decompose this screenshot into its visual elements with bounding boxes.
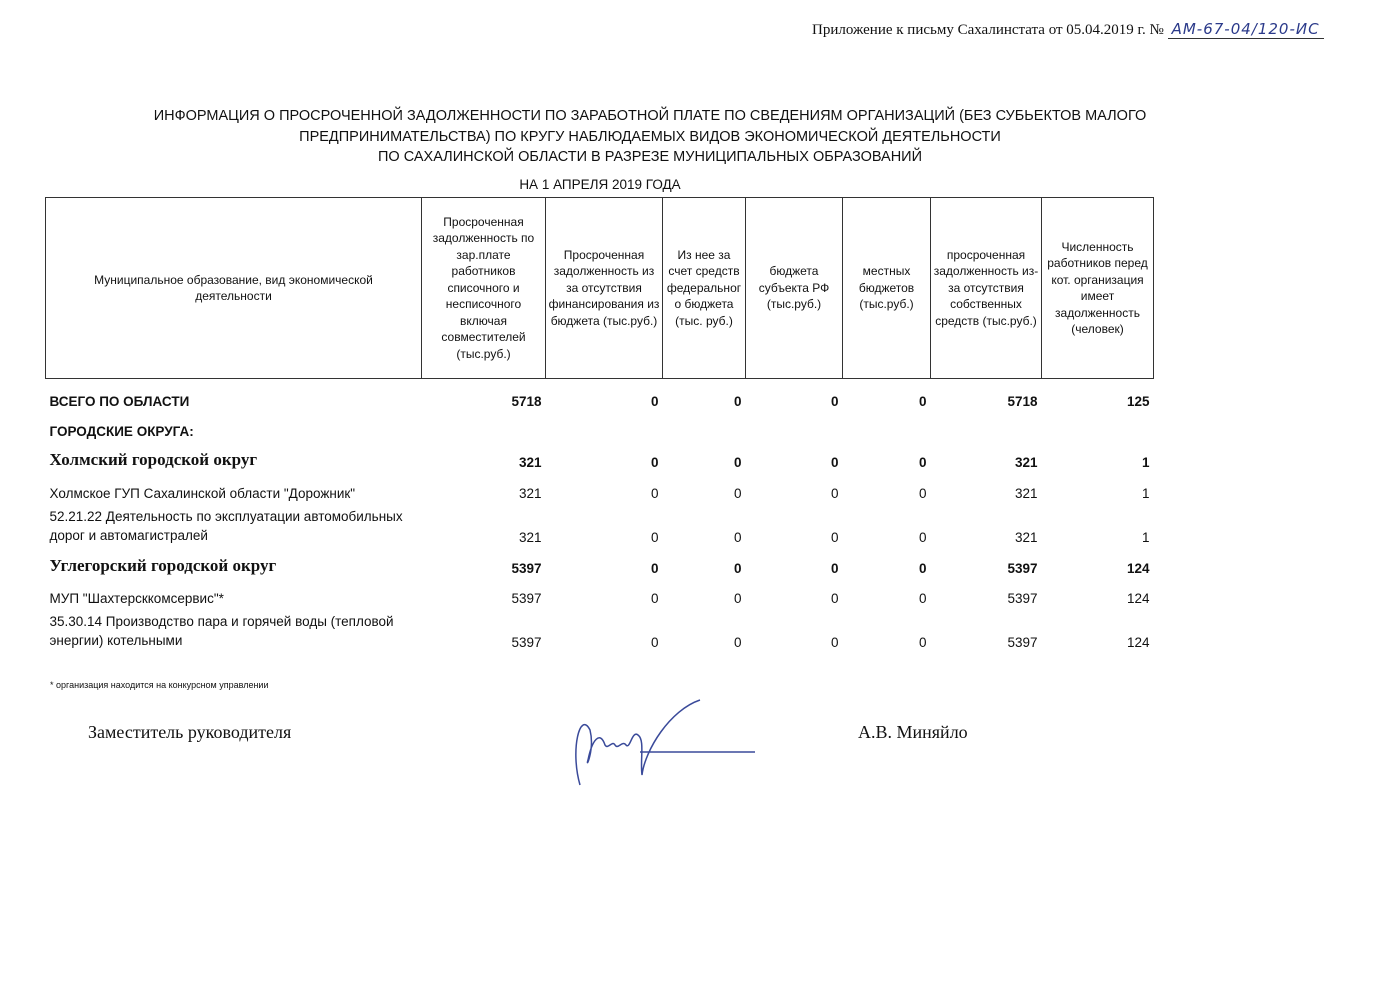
- row-value: 0: [650, 454, 659, 470]
- row-value: 321: [518, 454, 542, 470]
- row-value: 5397: [511, 634, 542, 650]
- row-value: 0: [650, 485, 659, 501]
- row-name: 35.30.14 Производство пара и горячей воды (тепловой энергии) котельными: [49, 613, 394, 648]
- row-value: [663, 409, 746, 439]
- row-value: [1042, 409, 1154, 439]
- row-value: 0: [830, 485, 839, 501]
- annex-line: [812, 20, 1324, 39]
- table-row: [46, 379, 1154, 409]
- header-total-debt: Просроченная задолженность по зар.плате работников списочного и несписочного включая совместителей (тыс.руб.): [422, 198, 546, 379]
- row-value: 0: [733, 454, 742, 470]
- table-row: [46, 606, 1154, 650]
- row-value: 1: [1141, 485, 1150, 501]
- title-line: ПО САХАЛИНСКОЙ ОБЛАСТИ В РАЗРЕЗЕ МУНИЦИПАЛЬНЫХ ОБРАЗОВАНИЙ: [377, 149, 923, 165]
- row-value: 0: [650, 529, 659, 545]
- row-value: 0: [830, 590, 839, 606]
- row-value: 321: [518, 529, 542, 545]
- letter-number: АМ-67-04/120-ИС: [1168, 20, 1324, 39]
- row-value: [843, 409, 931, 439]
- row-value: 0: [650, 393, 659, 409]
- header-own-funds: просроченная задолженность из-за отсутствия собственных средств (тыс.руб.): [931, 198, 1042, 379]
- row-name: МУП "Шахтерсккомсервис"*: [49, 590, 224, 606]
- row-value: 0: [830, 634, 839, 650]
- row-value: 124: [1126, 560, 1150, 576]
- row-value: 5718: [1007, 393, 1038, 409]
- document-title: [40, 106, 1260, 168]
- header-federal: Из нее за счет средств федеральног о бюджета (тыс. руб.): [663, 198, 746, 379]
- row-value: 0: [918, 393, 927, 409]
- footnote: * организация находится на конкурсном управлении: [50, 680, 269, 690]
- row-value: 125: [1126, 393, 1150, 409]
- row-value: 5397: [1007, 634, 1038, 650]
- table-row: [46, 470, 1154, 501]
- row-value: 5397: [1007, 590, 1038, 606]
- row-value: 321: [1014, 485, 1038, 501]
- row-value: 0: [918, 485, 927, 501]
- row-value: 5397: [511, 590, 542, 606]
- row-value: [931, 409, 1042, 439]
- table-row: [46, 545, 1154, 576]
- header-regional: бюджета субъекта РФ (тыс.руб.): [746, 198, 843, 379]
- row-value: 321: [1014, 529, 1038, 545]
- row-value: 5718: [511, 393, 542, 409]
- row-value: 0: [830, 454, 839, 470]
- row-name: 52.21.22 Деятельность по эксплуатации автомобильных дорог и автомагистралей: [49, 508, 403, 543]
- row-value: 5397: [511, 560, 542, 576]
- row-value: 0: [733, 634, 742, 650]
- annex-text: Приложение к письму Сахалинстата от 05.04.2019 г. №: [812, 22, 1164, 38]
- signature-image: [560, 690, 760, 800]
- row-value: 321: [518, 485, 542, 501]
- row-value: 0: [650, 634, 659, 650]
- table-row: [46, 439, 1154, 470]
- row-value: 124: [1126, 634, 1150, 650]
- row-value: 0: [733, 590, 742, 606]
- table-row: [46, 501, 1154, 545]
- signer-position: Заместитель руководителя: [88, 722, 292, 742]
- row-value: 0: [733, 485, 742, 501]
- report-date: НА 1 АПРЕЛЯ 2019 ГОДА: [519, 177, 681, 192]
- row-value: 0: [650, 590, 659, 606]
- row-value: 0: [918, 590, 927, 606]
- row-value: 5397: [1007, 560, 1038, 576]
- row-value: 1: [1141, 454, 1150, 470]
- table-row: [46, 576, 1154, 606]
- signer-name: А.В. Миняйло: [858, 722, 968, 742]
- row-value: 0: [830, 393, 839, 409]
- header-municipality: Муниципальное образование, вид экономической деятельности: [46, 198, 422, 379]
- row-value: 124: [1126, 590, 1150, 606]
- row-name: Холмский городской округ: [49, 449, 258, 469]
- row-value: 0: [650, 560, 659, 576]
- row-name: ВСЕГО ПО ОБЛАСТИ: [49, 393, 190, 409]
- row-value: 0: [830, 529, 839, 545]
- row-value: 0: [733, 529, 742, 545]
- row-name: ГОРОДСКИЕ ОКРУГА:: [49, 423, 194, 439]
- title-line: ИНФОРМАЦИЯ О ПРОСРОЧЕННОЙ ЗАДОЛЖЕННОСТИ ПО ЗАРАБОТНОЙ ПЛАТЕ ПО СВЕДЕНИЯМ ОРГАНИЗАЦИЙ (БЕЗ СУБЬЕКТОВ МАЛОГО: [153, 108, 1147, 124]
- row-value: 0: [918, 634, 927, 650]
- row-value: 0: [733, 560, 742, 576]
- row-value: 0: [918, 560, 927, 576]
- row-name: Углегорский городской округ: [49, 555, 277, 575]
- row-value: [746, 409, 843, 439]
- header-budget-debt: Просроченная задолженность из за отсутствия финансирования из бюджета (тыс.руб.): [546, 198, 663, 379]
- row-value: [422, 409, 546, 439]
- row-value: 0: [830, 560, 839, 576]
- row-name: Холмское ГУП Сахалинской области "Дорожник": [49, 485, 356, 501]
- title-line: ПРЕДПРИНИМАТЕЛЬСТВА) ПО КРУГУ НАБЛЮДАЕМЫХ ВИДОВ ЭКОНОМИЧЕСКОЙ ДЕЯТЕЛЬНОСТИ: [299, 128, 1001, 145]
- header-workers: Численность работников перед кот. организация имеет задолженность (человек): [1042, 198, 1154, 379]
- row-value: 321: [1014, 454, 1038, 470]
- header-local: местных бюджетов (тыс.руб.): [843, 198, 931, 379]
- debt-table: [45, 197, 1154, 650]
- row-value: [546, 409, 663, 439]
- table-row: [46, 409, 1154, 439]
- row-value: 0: [918, 454, 927, 470]
- row-value: 0: [918, 529, 927, 545]
- row-value: 1: [1141, 529, 1150, 545]
- row-value: 0: [733, 393, 742, 409]
